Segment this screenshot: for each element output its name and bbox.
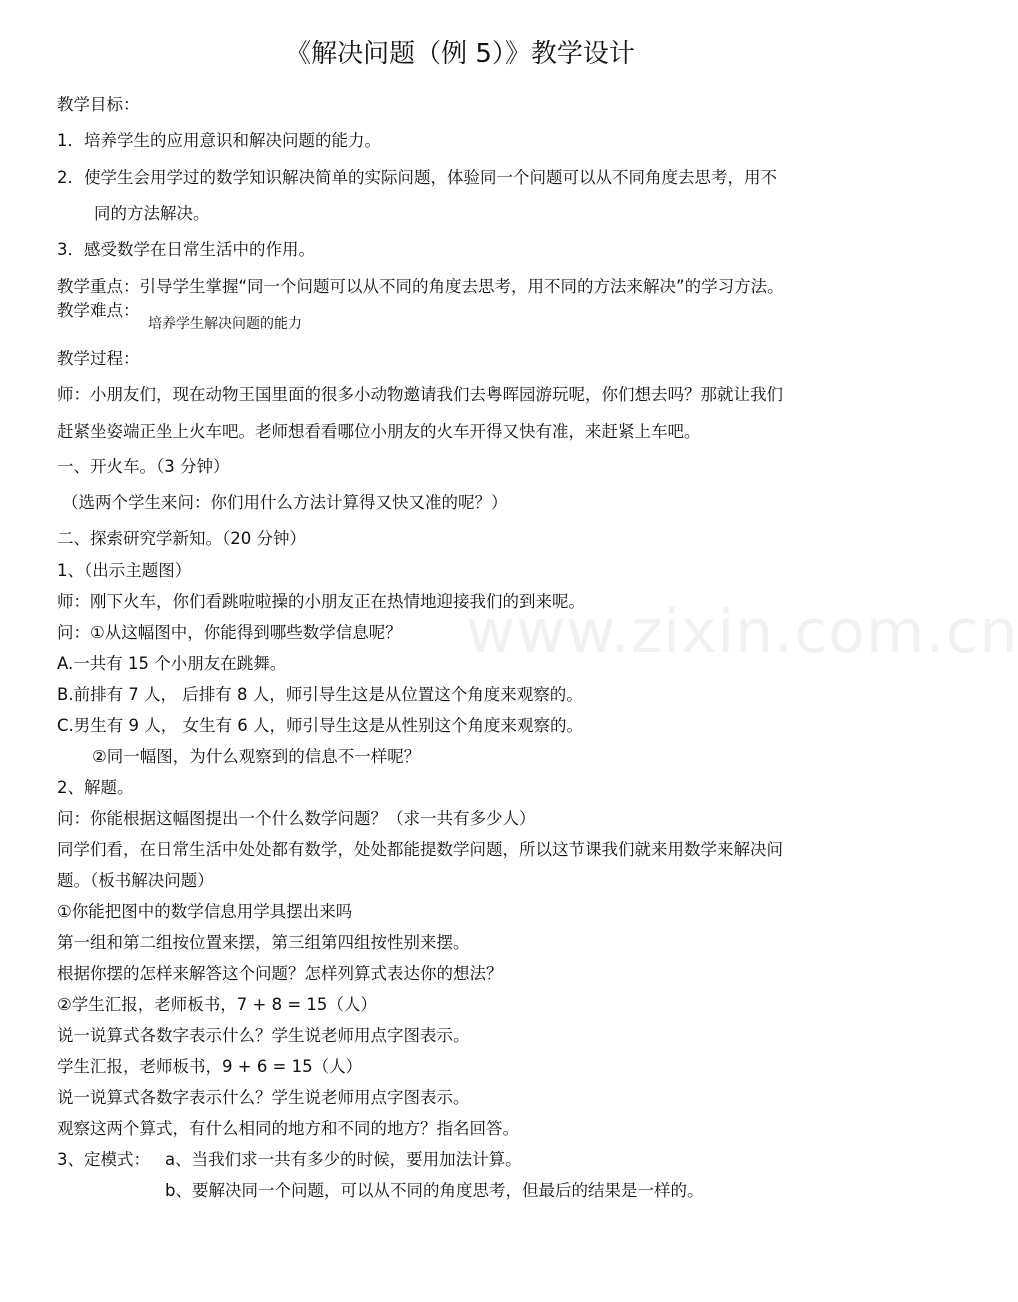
step-heading: 2、解题。 [57, 778, 134, 797]
objective-item-continuation: 同的方法解决。 [94, 204, 210, 223]
pattern-item-b: b、要解决同一个问题，可以从不同的角度思考，但最后的结果是一样的。 [165, 1181, 704, 1200]
objectives-heading: 教学目标： [57, 95, 140, 114]
document-title: 《解决问题（例 5）》教学设计 [285, 39, 635, 69]
body-line: ②同一幅图，为什么观察到的信息不一样呢？ [92, 747, 421, 766]
watermark-text: www.zixin.com.cn [466, 597, 1018, 667]
body-line: ②学生汇报，老师板书，7 + 8 = 15（人） [57, 995, 377, 1014]
difficulty-heading-clipped: 教学难点： [57, 301, 140, 320]
process-heading: 教学过程： [57, 349, 140, 368]
pattern-item-a: a、当我们求一共有多少的时候，要用加法计算。 [165, 1150, 522, 1169]
body-line: 题。（板书解决问题） [57, 871, 214, 890]
objective-item: 3．感受数学在日常生活中的作用。 [57, 240, 315, 259]
section-heading: 二、探索研究学新知。（20 分钟） [57, 529, 306, 548]
objective-item: 1．培养学生的应用意识和解决问题的能力。 [57, 131, 381, 150]
intro-line: 赶紧坐姿端正坐上火车吧。老师想看看哪位小朋友的火车开得又快有准，来赶紧上车吧。 [57, 422, 701, 441]
section-heading: 一、开火车。（3 分钟） [57, 457, 230, 476]
body-line: 学生汇报，老师板书，9 + 6 = 15（人） [57, 1057, 363, 1076]
body-line: 根据你摆的怎样来解答这个问题？怎样列算式表达你的想法？ [57, 964, 503, 983]
body-line: 师：刚下火车，你们看跳啦啦操的小朋友正在热情地迎接我们的到来呢。 [57, 592, 585, 611]
objective-item: 2．使学生会用学过的数学知识解决简单的实际问题，体验同一个问题可以从不同角度去思考，用不 [57, 168, 777, 187]
step-heading: 1、（出示主题图） [57, 561, 192, 580]
difficulty-text: 培养学生解决问题的能力 [148, 316, 302, 332]
body-line: C.男生有 9 人， 女生有 6 人，师引导生这是从性别这个角度来观察的。 [57, 716, 583, 735]
section-note: （选两个学生来问：你们用什么方法计算得又快又准的呢？） [62, 493, 508, 512]
body-line: 说一说算式各数字表示什么？学生说老师用点字图表示。 [57, 1026, 470, 1045]
body-line: 同学们看，在日常生活中处处都有数学，处处都能提数学问题，所以这节课我们就来用数学来解决问 [57, 840, 783, 859]
body-line: 说一说算式各数字表示什么？学生说老师用点字图表示。 [57, 1088, 470, 1107]
body-line: 观察这两个算式，有什么相同的地方和不同的地方？指名回答。 [57, 1119, 519, 1138]
step-heading: 3、定模式： [57, 1150, 150, 1169]
body-line: A.一共有 15 个小朋友在跳舞。 [57, 654, 287, 673]
body-line: 问：①从这幅图中，你能得到哪些数学信息呢？ [57, 623, 402, 642]
body-line: 第一组和第二组按位置来摆，第三组第四组按性别来摆。 [57, 933, 470, 952]
body-line: ①你能把图中的数学信息用学具摆出来吗 [57, 902, 353, 921]
body-line: 问：你能根据这幅图提出一个什么数学问题？（求一共有多少人） [57, 809, 536, 828]
intro-line: 师：小朋友们，现在动物王国里面的很多小动物邀请我们去粤晖园游玩呢，你们想去吗？那就让我们 [57, 385, 783, 404]
key-point: 教学重点：引导学生掌握“同一个问题可以从不同的角度去思考，用不同的方法来解决”的学习方法。 [57, 277, 784, 296]
body-line: B.前排有 7 人， 后排有 8 人，师引导生这是从位置这个角度来观察的。 [57, 685, 583, 704]
